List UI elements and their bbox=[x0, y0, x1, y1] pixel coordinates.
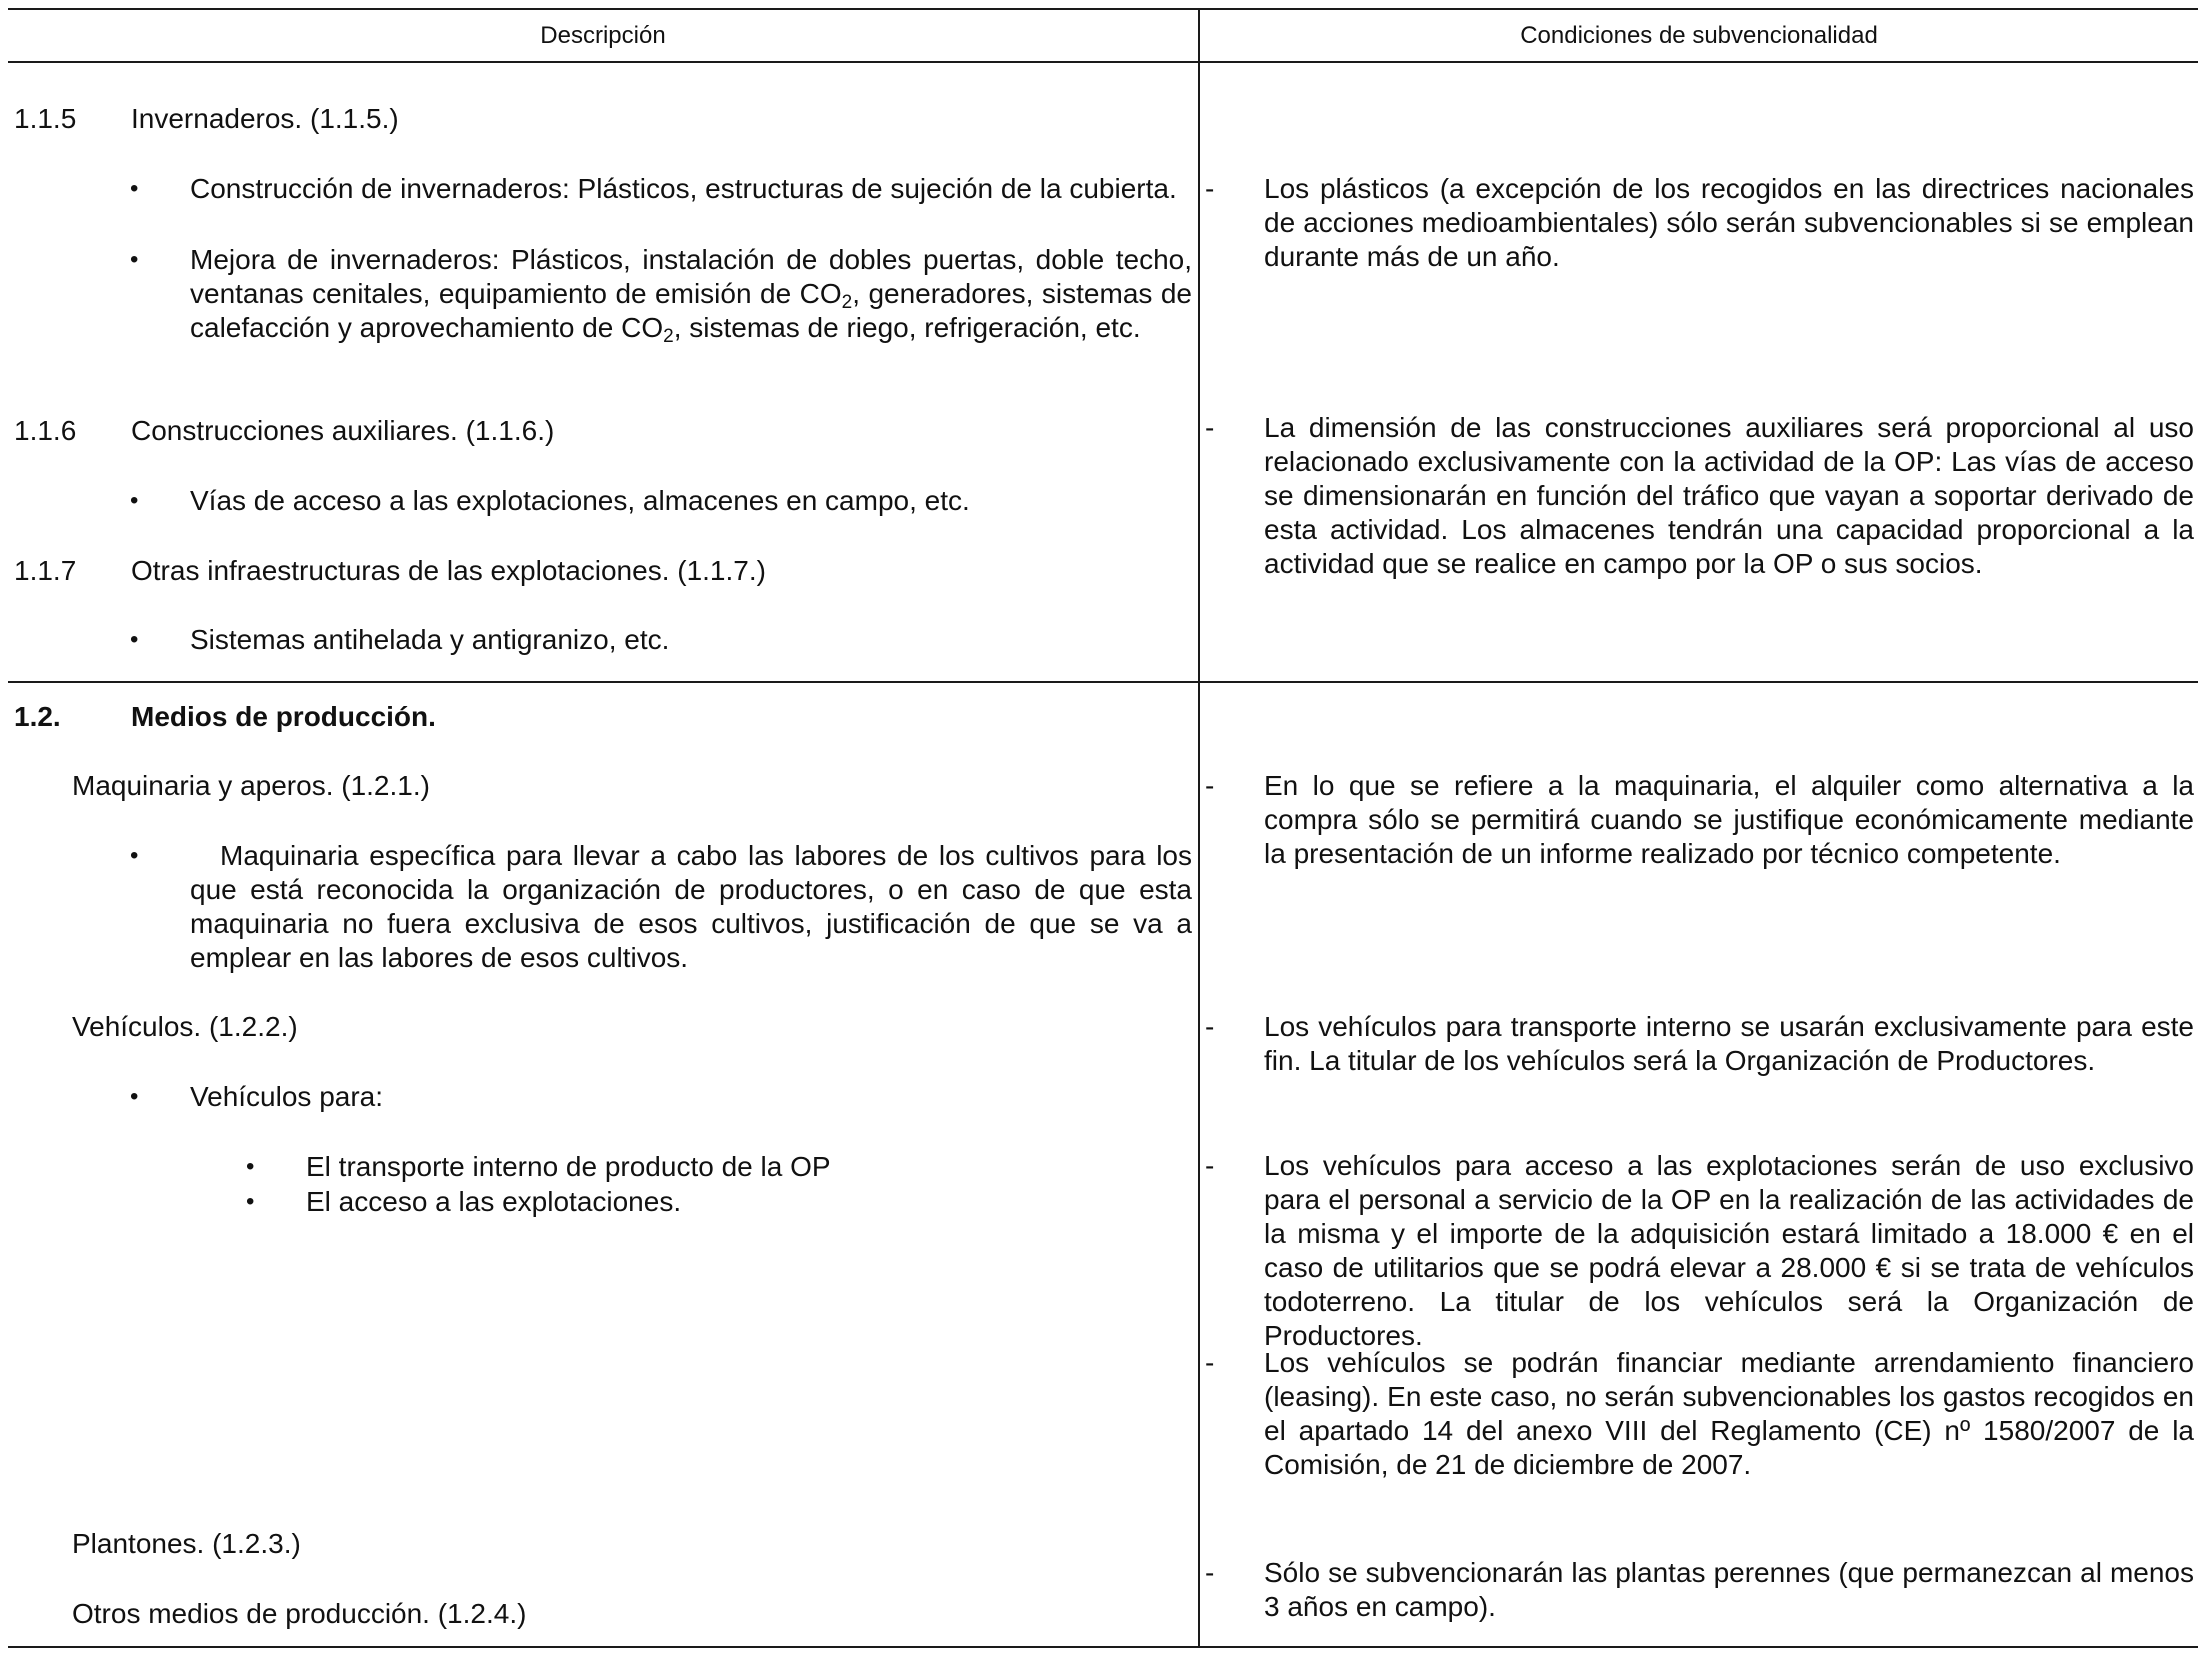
subitem-transporte-interno: El transporte interno de producto de la OP bbox=[306, 1151, 831, 1182]
condition-vehiculos-acceso: Los vehículos para acceso a las explotaciones serán de uso exclusivo para el personal a servicio de la OP en la realización de las actividades de la misma y el importe de la adquisición estará limitado a 18.000 € en el caso de utilitarios que se podrá elevar a 28.000 € si se trata de vehículos todoterreno. La titular de los vehículos será la Organización de Productores. bbox=[1264, 1150, 2194, 1351]
dash-marker: - bbox=[1205, 1150, 1215, 1181]
bullet: • bbox=[130, 626, 139, 653]
dash-marker: - bbox=[1205, 1347, 1215, 1378]
section-title-invernaderos: Invernaderos. (1.1.5.) bbox=[131, 103, 399, 134]
dash-marker: - bbox=[1205, 1557, 1215, 1588]
section-number-1-1-7: 1.1.7 bbox=[14, 555, 77, 586]
column-divider-rule bbox=[1198, 8, 1200, 1648]
item-maquinaria-especifica: Maquinaria específica para llevar a cabo las labores de los cultivos para los que está reconocida la organización de productores, o en caso de que esta maquinaria no fuera exclusiva de esos cultivos, justificación de que se va a emplear en las labores de esos cultivos. bbox=[190, 840, 1192, 973]
bullet: • bbox=[130, 246, 139, 273]
subsection-otros-medios: Otros medios de producción. (1.2.4.) bbox=[72, 1598, 527, 1629]
condition-maquinaria: En lo que se refiere a la maquinaria, el alquiler como alternativa a la compra sólo se permitirá cuando se justifique económicamente mediante la presentación de un informe realizado por técnico competente. bbox=[1264, 770, 2194, 869]
section-title-construcciones: Construcciones auxiliares. (1.1.6.) bbox=[131, 415, 555, 446]
condition-plasticos: Los plásticos (a excepción de los recogidos en las directrices nacionales de acciones medioambientales) sólo serán subvencionables si se emplean durante más de un año. bbox=[1264, 173, 2194, 272]
bullet: • bbox=[246, 1153, 255, 1180]
dash-marker: - bbox=[1205, 412, 1215, 443]
bullet: • bbox=[246, 1188, 255, 1215]
bullet: • bbox=[130, 487, 139, 514]
item-sistemas-antihelada: Sistemas antihelada y antigranizo, etc. bbox=[190, 624, 670, 655]
header-bottom-rule bbox=[8, 61, 2198, 63]
subsection-maquinaria: Maquinaria y aperos. (1.2.1.) bbox=[72, 770, 430, 801]
section-number-1-2: 1.2. bbox=[14, 701, 61, 732]
section-number-1-1-6: 1.1.6 bbox=[14, 415, 77, 446]
item-vehiculos-para: Vehículos para: bbox=[190, 1081, 384, 1112]
section-title-otras-infraestructuras: Otras infraestructuras de las explotaciones. (1.1.7.) bbox=[131, 555, 766, 586]
condition-vehiculos-transporte: Los vehículos para transporte interno se usarán exclusivamente para este fin. La titular de los vehículos será la Organización de Productores. bbox=[1264, 1011, 2194, 1076]
condition-plantones: Sólo se subvencionarán las plantas perennes (que permanezcan al menos 3 años en campo). bbox=[1264, 1557, 2194, 1622]
table-bottom-rule bbox=[8, 1646, 2198, 1648]
subitem-acceso-explotaciones: El acceso a las explotaciones. bbox=[306, 1186, 682, 1217]
header-conditions: Condiciones de subvencionalidad bbox=[1520, 22, 1878, 49]
header-description: Descripción bbox=[540, 22, 666, 49]
item-construccion-invernaderos: Construcción de invernaderos: Plásticos, estructuras de sujeción de la cubierta. bbox=[190, 173, 1177, 204]
condition-leasing: Los vehículos se podrán financiar mediante arrendamiento financiero (leasing). En este caso, no serán subvencionables los gastos recogidos en el apartado 14 del anexo VIII del Reglamento (CE) nº 1580/2007 de la Comisión, de 21 de diciembre de 2007. bbox=[1264, 1347, 2194, 1480]
item-vias-acceso: Vías de acceso a las explotaciones, almacenes en campo, etc. bbox=[190, 485, 970, 516]
section-divider-rule bbox=[8, 681, 2198, 683]
bullet: • bbox=[130, 842, 139, 869]
dash-marker: - bbox=[1205, 1011, 1215, 1042]
subsection-plantones: Plantones. (1.2.3.) bbox=[72, 1528, 301, 1559]
subsection-vehiculos: Vehículos. (1.2.2.) bbox=[72, 1011, 298, 1042]
bullet: • bbox=[130, 175, 139, 202]
item-mejora-invernaderos: Mejora de invernaderos: Plásticos, instalación de dobles puertas, doble techo, ventanas cenitales, equipamiento de emisión de $CO_2$, generadores, sistemas de calefacción y aprovechamiento de $CO_2$, sistemas de riego, refrigeración, etc. bbox=[190, 244, 1192, 347]
condition-construcciones-auxiliares: La dimensión de las construcciones auxiliares será proporcional al uso relacionado exclusivamente con la actividad de la OP: Las vías de acceso se dimensionarán en función del tráfico que vayan a soportar derivado de esta actividad. Los almacenes tendrán una capacidad proporcional a la actividad que se realice en campo por la OP o sus socios. bbox=[1264, 412, 2194, 579]
section-title-medios-produccion: Medios de producción. bbox=[131, 701, 436, 732]
dash-marker: - bbox=[1205, 173, 1215, 204]
bullet: • bbox=[130, 1083, 139, 1110]
table-top-rule bbox=[8, 8, 2198, 10]
section-number-1-1-5: 1.1.5 bbox=[14, 103, 77, 134]
dash-marker: - bbox=[1205, 770, 1215, 801]
